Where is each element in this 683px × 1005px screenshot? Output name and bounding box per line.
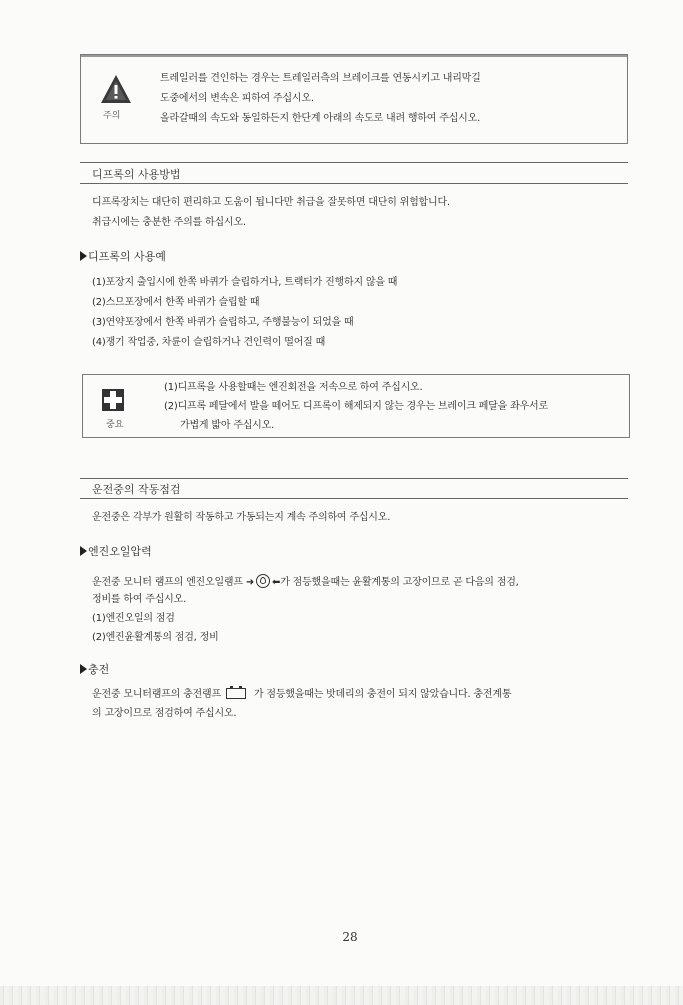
paragraph-line: 디프록장치는 대단히 편리하고 도움이 됩니다만 취급을 잘못하면 대단히 위험합니다. [92,197,450,208]
triangle-bullet-icon [80,251,87,261]
engine-oil-paragraph [92,574,519,645]
list-item: (2)엔진윤활계통의 점검, 정비 [92,632,219,643]
subheading-text: 충전 [88,663,110,676]
subheading-charging [80,663,109,677]
section-rule-top [80,478,628,479]
list-item: (2)스므포장에서 한쪽 바퀴가 슬립할 때 [92,297,260,308]
charging-paragraph [92,688,511,721]
paragraph-line: 정비를 하여 주십시오. [92,594,187,605]
section-title-operation-checks: 운전중의 작동점검 [92,483,181,496]
triangle-bullet-icon [80,664,87,674]
important-text [164,381,548,438]
list-item: (1)포장지 출입시에 한쪽 바퀴가 슬립하거나, 트랙터가 진행하지 않을 때 [92,277,398,288]
paragraph-line: 취급시에는 충분한 주의를 하십시오. [92,217,246,228]
operation-intro: 운전중은 각부가 원활히 작동하고 가동되는지 계속 주의하여 주십시오. [92,512,391,523]
text-segment: 가 점등했을때는 윤활계통의 고장이므로 곧 다음의 점검, [280,577,519,588]
caution-line: 도중에서의 변속은 피하여 주십시오. [160,93,314,104]
warning-triangle-icon [100,74,132,104]
oil-lamp-icon [256,574,270,588]
text-segment: 운전중 모니터 램프의 엔진오일램프 [92,577,243,588]
paragraph-line [92,574,519,590]
important-line: (2)디프록 페달에서 발을 떼어도 디프록이 해제되지 않는 경우는 브레이크 페달을 좌우서로 [164,401,548,412]
important-cross-icon [102,389,124,411]
important-label: 중요 [106,420,124,430]
scan-edge [0,986,683,1005]
diff-lock-intro [92,196,450,236]
subheading-engine-oil-pressure [80,545,152,559]
caution-line: 올라갈때의 속도와 동일하든지 한단계 아래의 속도로 내려 행하여 주십시오. [160,113,481,124]
list-item: (4)쟁기 작업중, 차륜이 슬립하거나 견인력이 떨어질 때 [92,337,326,348]
left-arrow-icon: ⬅ [272,577,281,588]
subheading-text: 엔진오일압력 [88,545,152,558]
triangle-bullet-icon [80,546,87,556]
list-item: (3)연약포장에서 한쪽 바퀴가 슬립하고, 주행불능이 되었을 때 [92,317,354,328]
battery-lamp-icon [226,688,246,699]
subheading-text: 디프록의 사용예 [88,250,166,263]
text-segment: 운전중 모니터램프의 충전램프 [92,689,221,700]
important-line: 가볍게 밟아 주십시오. [180,420,275,431]
subheading-diff-lock-usage [80,250,166,264]
caution-text [160,72,481,132]
page-number: 28 [342,930,358,944]
right-arrow-icon: ➜ [245,577,255,588]
caution-line: 트레일러를 견인하는 경우는 트레일러측의 브레이크를 연동시키고 내리막길 [160,73,481,84]
text-segment: 가 점등했을때는 밧데리의 충전이 되지 않았습니다. 충전계통 [253,689,512,700]
paragraph-line: 의 고장이므로 점검하여 주십시오. [92,708,237,719]
paragraph-line [92,688,511,704]
list-item: (1)엔진오일의 점검 [92,613,175,624]
important-line: (1)디프록을 사용할때는 엔진회전을 저속으로 하여 주십시오. [164,382,423,393]
section-rule-bottom [80,183,628,184]
caution-label: 주의 [103,111,121,121]
section-rule-top [80,162,628,163]
diff-lock-usage-list [92,276,397,356]
section-rule-bottom [80,498,628,499]
section-title-diff-lock: 디프록의 사용방법 [92,168,181,181]
